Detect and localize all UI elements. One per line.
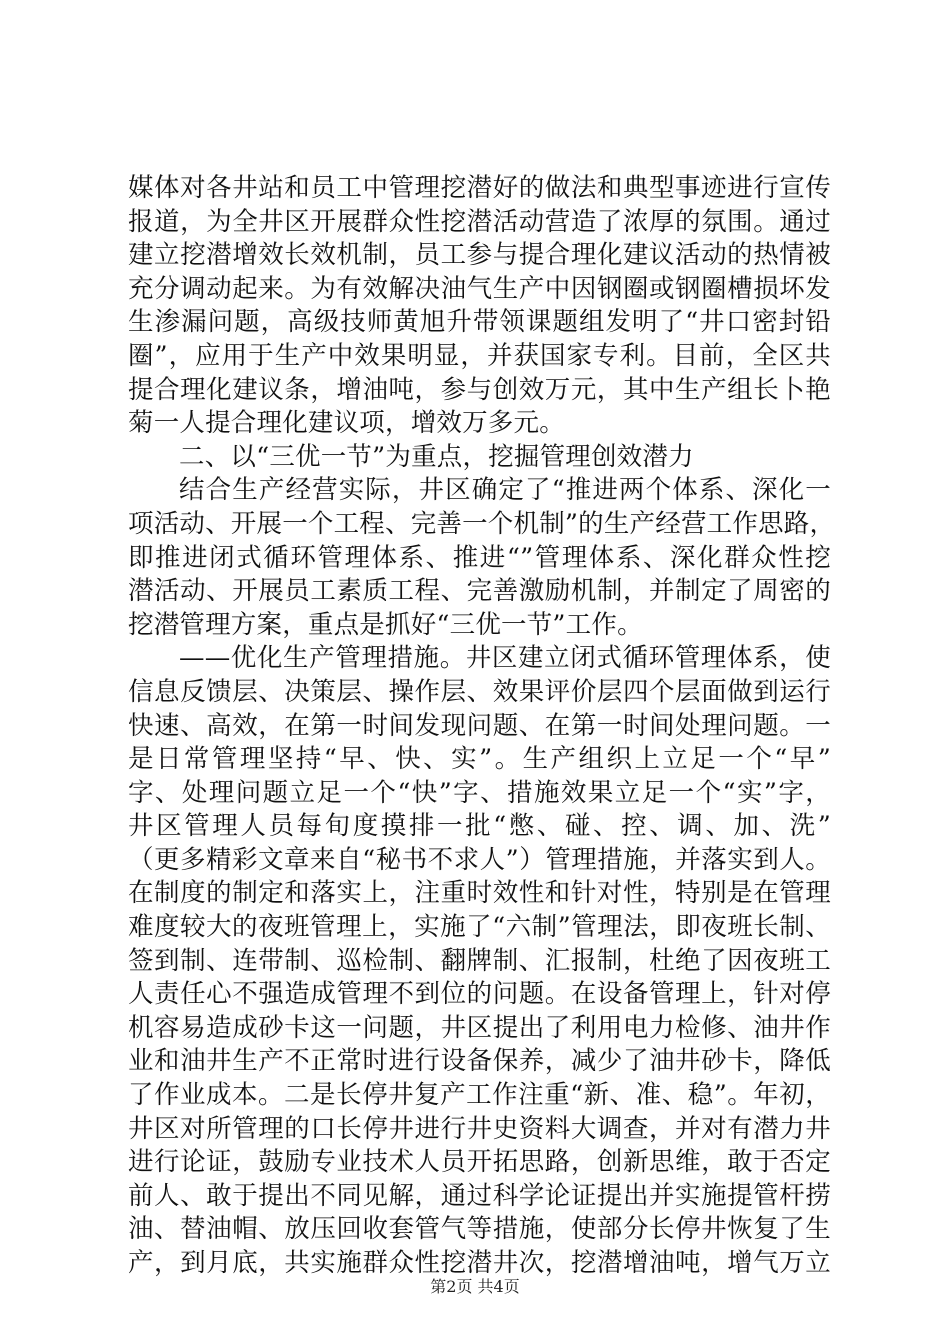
text-line: 报道，为全井区开展群众性挖潜活动营造了浓厚的氛围。通过 (128, 206, 831, 237)
text-line: 前人、敢于提出不同见解，通过科学论证提出并实施提管杆捞 (128, 1180, 831, 1211)
text-line: 产，到月底，共实施群众性挖潜井次，挖潜增油吨，增气万立 (128, 1248, 831, 1278)
text-line: 潜活动、开展员工素质工程、完善激励机制，并制定了周密的 (128, 576, 831, 607)
text-line: ——优化生产管理措施。井区建立闭式循环管理体系，使 (179, 643, 831, 674)
text-line: 挖潜管理方案，重点是抓好“三优一节”工作。 (128, 609, 643, 640)
text-line: 菊一人提合理化建议项，增效万多元。 (128, 408, 565, 439)
text-line: 圈”，应用于生产中效果明显，并获国家专利。目前，全区共 (128, 340, 831, 371)
text-line: 生渗漏问题，高级技师黄旭升带领课题组发明了“井口密封铅 (128, 307, 831, 338)
text-line: 媒体对各井站和员工中管理挖潜好的做法和典型事迹进行宣传 (128, 173, 831, 203)
text-line: 是日常管理坚持“早、快、实”。生产组织上立足一个“早” (128, 744, 831, 775)
text-line: 建立挖潜增效长效机制，员工参与提合理化建议活动的热情被 (128, 240, 831, 271)
text-line: 充分调动起来。为有效解决油气生产中因钢圈或钢圈槽损坏发 (128, 273, 831, 304)
body-text (128, 172, 836, 1281)
text-line: 字、处理问题立足一个“快”字、措施效果立足一个“实”字， (128, 777, 831, 808)
text-line: 签到制、连带制、巡检制、翻牌制、汇报制，杜绝了因夜班工 (128, 945, 831, 976)
section-heading: 二、以“三优一节”为重点，挖掘管理创效潜力 (179, 441, 694, 472)
text-line: 人责任心不强造成管理不到位的问题。在设备管理上，针对停 (128, 979, 831, 1010)
text-line: 难度较大的夜班管理上，实施了“六制”管理法，即夜班长制、 (128, 912, 831, 943)
text-line: 井区对所管理的口长停井进行井史资料大调查，并对有潜力井 (128, 1113, 831, 1144)
text-line: 快速、高效，在第一时间发现问题、在第一时间处理问题。一 (128, 710, 831, 741)
text-line: 业和油井生产不正常时进行设备保养，减少了油井砂卡，降低 (128, 1046, 831, 1077)
text-line: 信息反馈层、决策层、操作层、效果评价层四个层面做到运行 (128, 676, 831, 707)
text-line: 在制度的制定和落实上，注重时效性和针对性，特别是在管理 (128, 878, 831, 909)
text-line: 即推进闭式循环管理体系、推进“”管理体系、深化群众性挖 (128, 542, 831, 573)
text-line: 提合理化建议条，增油吨，参与创效万元，其中生产组长卜艳 (128, 374, 831, 405)
text-line: 了作业成本。二是长停井复产工作注重“新、准、稳”。年初， (128, 1080, 831, 1111)
text-line: 结合生产经营实际，井区确定了“推进两个体系、深化一 (179, 475, 831, 506)
text-line: 进行论证，鼓励专业技术人员开拓思路，创新思维，敢于否定 (128, 1147, 831, 1178)
text-line: 油、替油帽、放压回收套管气等措施，使部分长停井恢复了生 (128, 1214, 831, 1245)
page-number-footer: 第2页 共4页 (430, 1277, 520, 1296)
text-line: 机容易造成砂卡这一问题，井区提出了利用电力检修、油井作 (128, 1012, 831, 1043)
text-line: （更多精彩文章来自“秘书不求人”）管理措施，并落实到人。 (128, 844, 831, 875)
text-line: 项活动、开展一个工程、完善一个机制”的生产经营工作思路， (128, 508, 836, 539)
text-line: 井区管理人员每旬度摸排一批“憋、碰、控、调、加、洗” (128, 811, 831, 842)
